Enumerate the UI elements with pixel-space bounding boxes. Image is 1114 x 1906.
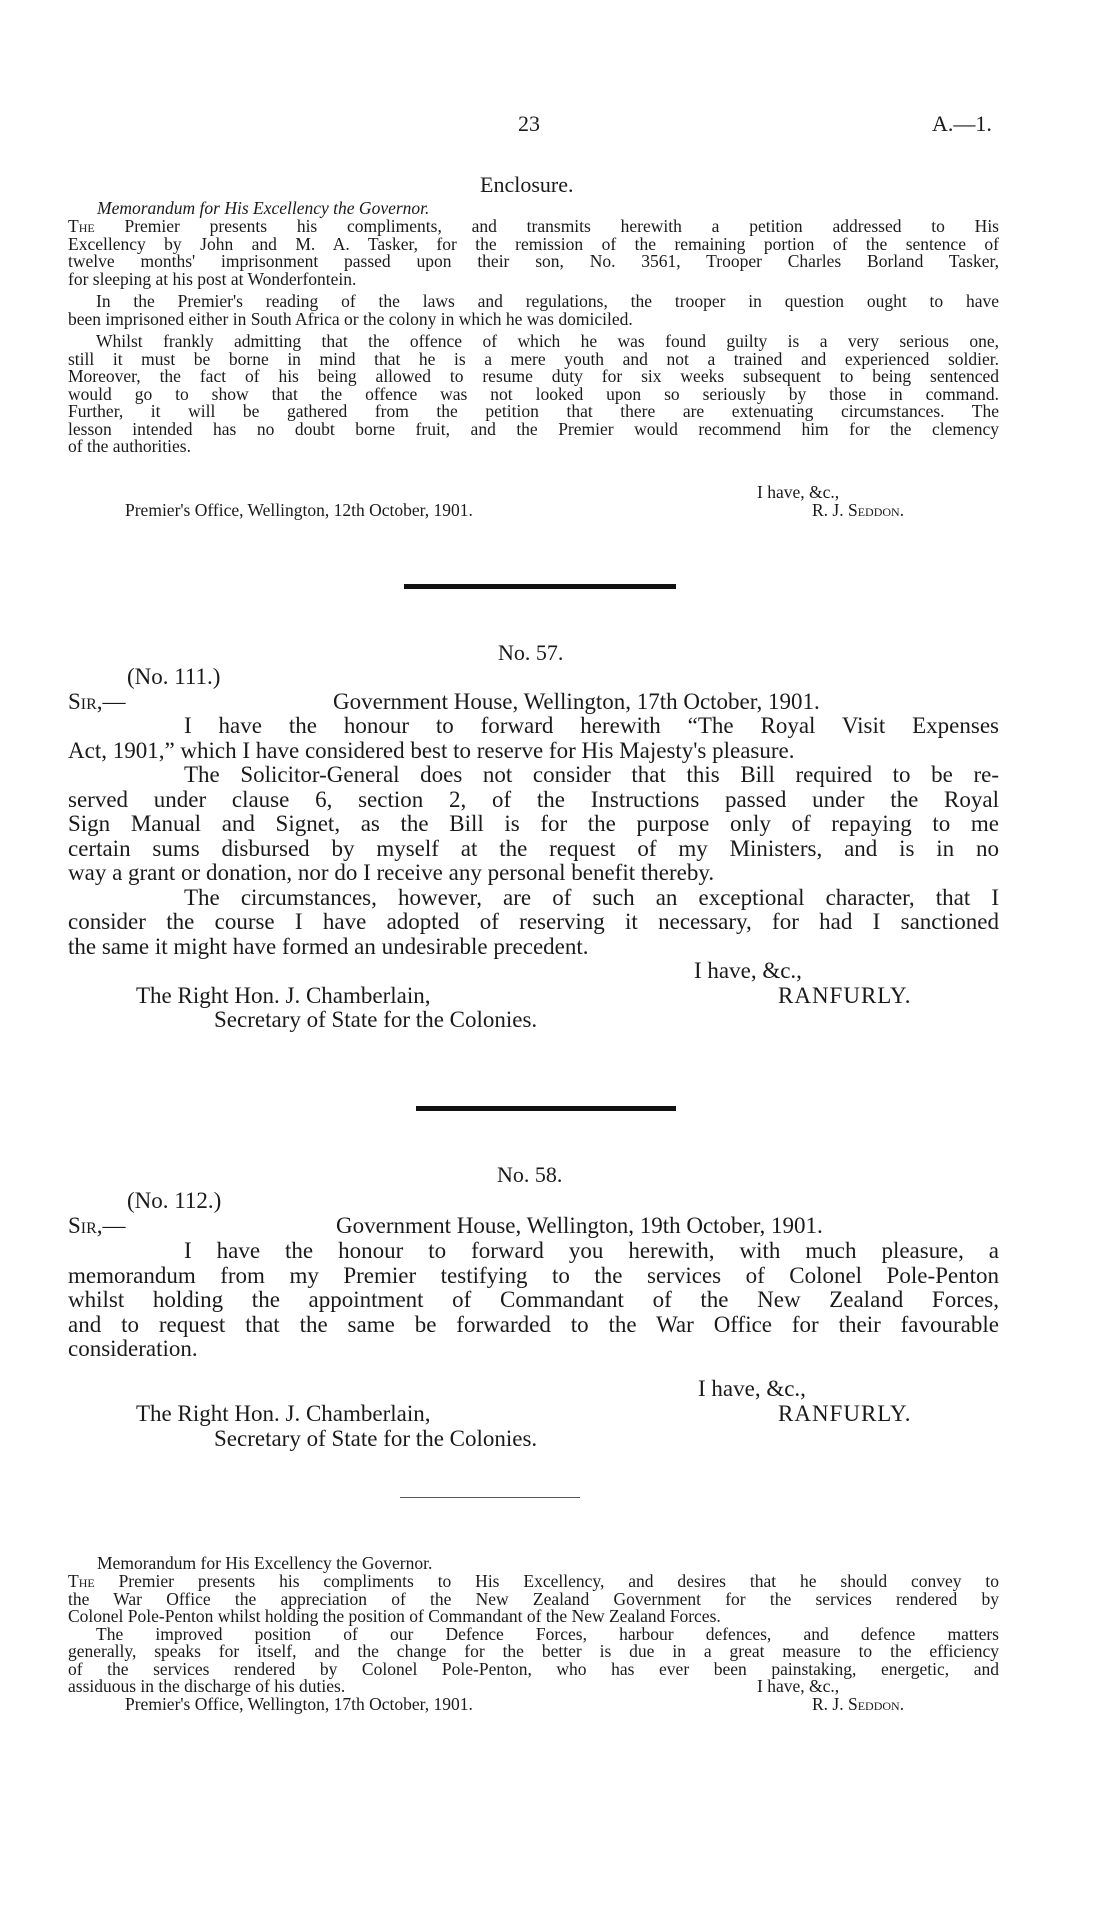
- enclosure-1-para2-line: In the Premier's reading of the laws and regulations, the trooper in question ought to have: [96, 291, 999, 311]
- enclosure-2-signature: R. J. Seddon.: [812, 1694, 905, 1714]
- letter-58-para1-line: whilst holding the appointment of Commandant of the New Zealand Forces,: [68, 1287, 999, 1312]
- letter-reference: (No. 112.): [127, 1188, 222, 1213]
- letter-58-body: [68, 1239, 999, 1362]
- letter-57-para3-line: The circumstances, however, are of such an exceptional character, that I: [184, 884, 999, 910]
- letter-57-para2-line: The Solicitor-General does not consider that this Bill required to be re-: [184, 762, 999, 787]
- letter-58-para1-line: and to request that the same be forwarded to the War Office for their favourable: [68, 1311, 999, 1337]
- enclosure-2-para1-line: the War Office the appreciation of the New Zealand Government for the services rendered by: [68, 1588, 999, 1609]
- letter-57-para3-line: the same it might have formed an undesirable precedent.: [68, 933, 589, 959]
- enclosure-1-para3-line: Further, it will be gathered from the petition that there are extenuating circumstances. The: [68, 401, 999, 421]
- enclosure-1-para1-line: Excellency by John and M. A. Tasker, for the remission of the remaining portion of the sentence of: [68, 233, 999, 254]
- salutation: Sir,—: [68, 689, 126, 714]
- letter-number: No. 58.: [497, 1162, 563, 1187]
- enclosure-1-para3-line: Whilst frankly admitting that the offence of which he was found guilty is a very serious one,: [96, 331, 999, 351]
- enclosure-1-para3-line: lesson intended has no doubt borne fruit, and the Premier would recommend him for the clemency: [68, 418, 999, 439]
- enclosure-1-body: [68, 218, 999, 456]
- enclosure-2-para2-line: generally, speaks for itself, and the change for the better is due in a great measure to the efficiency: [68, 1641, 999, 1661]
- letter-58-para1-line: consideration.: [68, 1336, 198, 1361]
- letter-58-recipient-title: Secretary of State for the Colonies.: [214, 1426, 538, 1451]
- enclosure-2-para2-line: of the services rendered by Colonel Pole-Penton, who has ever been painstaking, energetic, and: [68, 1658, 999, 1679]
- letter-58-closing: I have, &c.,: [698, 1376, 806, 1401]
- enclosure-1-office-line: Premier's Office, Wellington, 12th October, 1901.: [125, 500, 473, 520]
- letter-reference: (No. 111.): [127, 664, 221, 689]
- letter-number: No. 57.: [498, 640, 564, 665]
- lead-word: The: [68, 216, 95, 236]
- enclosure-1-para1-line: for sleeping at his post at Wonderfontein.: [68, 268, 357, 289]
- letter-57-closing: I have, &c.,: [694, 958, 802, 983]
- memo-title: Memorandum for His Excellency the Governor.: [97, 1553, 433, 1573]
- enclosure-1-signature: R. J. Seddon.: [812, 500, 905, 520]
- letter-57-para2-line: Sign Manual and Signet, as the Bill is for the purpose only of repaying to me: [68, 811, 999, 836]
- letter-57-para1-line: Act, 1901,” which I have considered best to reserve for His Majesty's pleasure.: [68, 737, 795, 763]
- letter-58-para1-line: memorandum from my Premier testifying to the services of Colonel Pole-Penton: [68, 1262, 999, 1288]
- document-reference: A.—1.: [932, 111, 992, 136]
- enclosure-1-para3-line: still it must be borne in mind that he is a mere youth and not a trained and experienced soldier.: [68, 348, 999, 369]
- letter-57-recipient: The Right Hon. J. Chamberlain,: [136, 983, 431, 1008]
- letter-57-para2-line: served under clause 6, section 2, of the Instructions passed under the Royal: [68, 786, 999, 812]
- enclosure-2-office-line: Premier's Office, Wellington, 17th October, 1901.: [125, 1694, 473, 1714]
- enclosure-1-para1-line: The Premier presents his compliments, and transmits herewith a petition addressed to His: [68, 216, 999, 236]
- memo-title: Memorandum for His Excellency the Governor.: [97, 198, 430, 218]
- address-line: Government House, Wellington, 17th October, 1901.: [333, 689, 820, 714]
- address-line: Government House, Wellington, 19th October, 1901.: [336, 1213, 823, 1238]
- letter-57-recipient-title: Secretary of State for the Colonies.: [214, 1007, 538, 1032]
- enclosure-heading: Enclosure.: [480, 172, 574, 197]
- letter-57-para2-line: certain sums disbursed by myself at the request of my Ministers, and is in no: [68, 835, 999, 861]
- enclosure-1-para3-line: would go to show that the offence was not looked upon so seriously by those in command.: [68, 383, 999, 404]
- letter-58-recipient: The Right Hon. J. Chamberlain,: [136, 1401, 431, 1426]
- enclosure-1-para3-line: Moreover, the fact of his being allowed to resume duty for six weeks subsequent to being sentenced: [68, 366, 999, 386]
- letter-57-para1-line: I have the honour to forward herewith “The Royal Visit Expenses: [184, 713, 999, 738]
- letter-57-para3-line: consider the course I have adopted of reserving it necessary, for had I sanctioned: [68, 909, 999, 934]
- letter-57-para2-line: way a grant or donation, nor do I receive any personal benefit thereby.: [68, 860, 715, 885]
- enclosure-2-para1-line: Colonel Pole-Penton whilst holding the position of Commandant of the New Zealand Forces.: [68, 1606, 721, 1626]
- lead-word: The: [68, 1571, 95, 1591]
- salutation: Sir,—: [68, 1213, 126, 1238]
- enclosure-1-para2-line: been imprisoned either in South Africa or the colony in which he was domiciled.: [68, 308, 633, 329]
- enclosure-2-para2-line: assiduous in the discharge of his duties.: [68, 1676, 346, 1696]
- enclosure-2-para2-line: The improved position of our Defence Forces, harbour defences, and defence matters: [96, 1623, 999, 1644]
- enclosure-1-para3-line: of the authorities.: [68, 436, 191, 456]
- letter-58-signature: RANFURLY.: [778, 1401, 912, 1426]
- letter-57-signature: RANFURLY.: [778, 983, 912, 1008]
- enclosure-1-closing: I have, &c.,: [757, 482, 840, 502]
- enclosure-2-body: [68, 1573, 999, 1696]
- page-number: 23: [518, 111, 540, 136]
- enclosure-1-para1-line: twelve months' imprisonment passed upon their son, No. 3561, Trooper Charles Borland Tasker,: [68, 251, 999, 271]
- section-divider: [404, 584, 676, 589]
- enclosure-2-para1-line: The Premier presents his compliments to His Excellency, and desires that he should convey to: [68, 1571, 999, 1591]
- section-divider: [416, 1106, 676, 1111]
- letter-58-para1-line: I have the honour to forward you herewith, with much pleasure, a: [184, 1238, 999, 1263]
- enclosure-divider: [400, 1497, 580, 1498]
- enclosure-2-closing: I have, &c.,: [757, 1676, 840, 1696]
- letter-57-body: [68, 714, 999, 959]
